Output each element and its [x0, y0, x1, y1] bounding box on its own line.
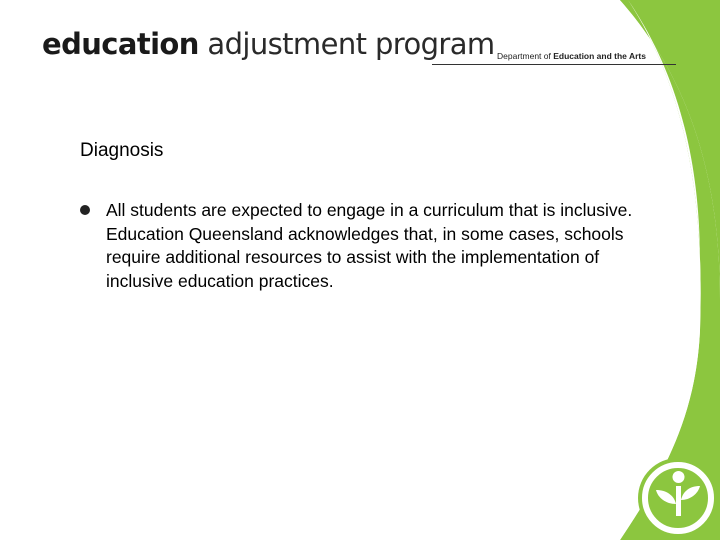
slide-heading: Diagnosis: [80, 140, 164, 161]
program-title: [42, 27, 495, 61]
bullet-list: [78, 199, 668, 293]
department-label: [497, 52, 646, 61]
department-of: of: [541, 51, 554, 61]
header-divider: [432, 64, 676, 65]
bullet-item: [78, 199, 668, 293]
sprout-logo-icon: [632, 452, 720, 540]
bullet-dot-icon: [80, 205, 90, 215]
program-title-rest: adjustment program: [198, 27, 495, 61]
department-name: Education and the Arts: [553, 51, 646, 61]
program-title-bold: education: [42, 27, 199, 61]
bullet-text: All students are expected to engage in a curriculum that is inclusive. Education Queensland acknowledges that, in some cases, schools require additional resources to assist with the implementation of inclusive education practices.: [106, 200, 633, 291]
department-prefix: Department: [497, 51, 542, 61]
